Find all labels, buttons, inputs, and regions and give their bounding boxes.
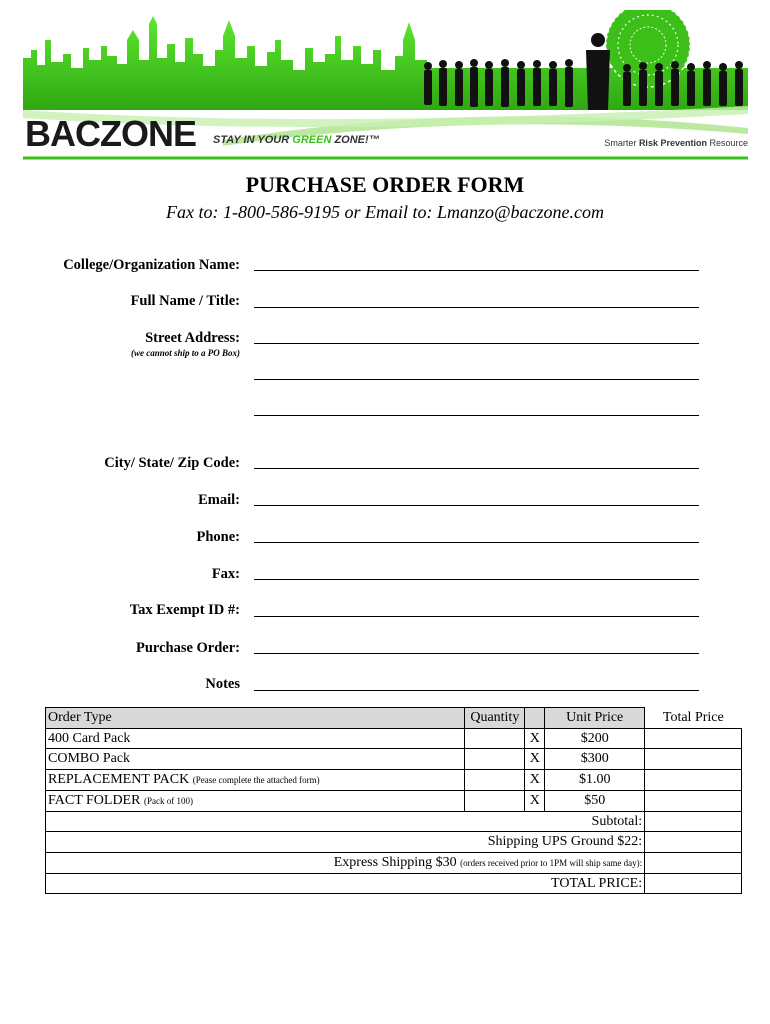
table-header-row bbox=[46, 708, 742, 729]
quantity-input[interactable] bbox=[465, 790, 525, 811]
full-name-label: Full Name / Title: bbox=[130, 293, 240, 309]
street-note: (we cannot ship to a PO Box) bbox=[130, 348, 240, 358]
tagline: Smarter Risk Prevention Resource bbox=[604, 138, 748, 148]
row-price: $300 bbox=[545, 749, 645, 770]
express-shipping-value[interactable] bbox=[645, 852, 742, 873]
header-quantity: Quantity bbox=[465, 708, 525, 729]
quantity-input[interactable] bbox=[465, 728, 525, 749]
college-label: College/Organization Name: bbox=[63, 257, 240, 273]
city-label: City/ State/ Zip Code: bbox=[104, 455, 240, 471]
row-x: X bbox=[525, 769, 545, 790]
table-row bbox=[46, 790, 742, 811]
total-label: TOTAL PRICE: bbox=[46, 873, 645, 894]
subtotal-value[interactable] bbox=[645, 811, 742, 832]
full-name-field[interactable] bbox=[254, 307, 699, 308]
row-total[interactable] bbox=[645, 728, 742, 749]
header-x-spacer bbox=[525, 708, 545, 729]
slogan: STAY IN YOUR GREEN ZONE!™ bbox=[213, 134, 380, 146]
tax-exempt-field[interactable] bbox=[254, 616, 699, 617]
notes-label: Notes bbox=[205, 676, 240, 692]
subtotal-row bbox=[46, 811, 742, 832]
row-note: (Pease complete the attached form) bbox=[192, 774, 320, 785]
row-price: $1.00 bbox=[545, 769, 645, 790]
fax-field[interactable] bbox=[254, 579, 699, 580]
row-total[interactable] bbox=[645, 769, 742, 790]
street-field-2[interactable] bbox=[254, 379, 699, 380]
row-price: $50 bbox=[545, 790, 645, 811]
row-name: 400 Card Pack bbox=[46, 728, 465, 749]
row-name: REPLACEMENT PACK (Pease complete the attached form) bbox=[46, 769, 465, 790]
table-row bbox=[46, 769, 742, 790]
total-value[interactable] bbox=[645, 873, 742, 894]
notes-field[interactable] bbox=[254, 690, 699, 691]
city-field[interactable] bbox=[254, 468, 699, 469]
quantity-input[interactable] bbox=[465, 749, 525, 770]
header-banner bbox=[23, 10, 748, 160]
subtotal-label: Subtotal: bbox=[46, 811, 645, 832]
purchase-order-label: Purchase Order: bbox=[135, 640, 240, 656]
header-total-price: Total Price bbox=[662, 710, 724, 725]
row-name: COMBO Pack bbox=[46, 749, 465, 770]
purchase-order-field[interactable] bbox=[254, 653, 699, 654]
express-note: (orders received prior to 1PM will ship same day): bbox=[460, 857, 643, 868]
street-label: Street Address: bbox=[145, 330, 240, 346]
row-price: $200 bbox=[545, 728, 645, 749]
tax-exempt-label: Tax Exempt ID #: bbox=[129, 602, 240, 618]
row-name: FACT FOLDER (Pack of 100) bbox=[46, 790, 465, 811]
shipping-value[interactable] bbox=[645, 832, 742, 853]
phone-field[interactable] bbox=[254, 542, 699, 543]
express-shipping-label: Express Shipping $30 (orders received prior to 1PM will ship same day): bbox=[46, 852, 645, 873]
street-field-1[interactable] bbox=[254, 343, 699, 344]
order-table bbox=[45, 707, 742, 894]
email-field[interactable] bbox=[254, 505, 699, 506]
contact-subtitle: Fax to: 1-800-586-9195 or Email to: Lmanzo@baczone.com bbox=[165, 202, 604, 222]
table-row bbox=[46, 749, 742, 770]
row-x: X bbox=[525, 790, 545, 811]
street-field-3[interactable] bbox=[254, 415, 699, 416]
row-total[interactable] bbox=[645, 749, 742, 770]
fax-label: Fax: bbox=[211, 566, 240, 582]
total-row bbox=[46, 873, 742, 894]
header-order-type: Order Type bbox=[46, 708, 465, 729]
baczone-logo: BACZONE bbox=[25, 113, 197, 154]
row-x: X bbox=[525, 749, 545, 770]
row-x: X bbox=[525, 728, 545, 749]
table-row bbox=[46, 728, 742, 749]
phone-label: Phone: bbox=[196, 529, 240, 545]
shipping-row bbox=[46, 832, 742, 853]
header-unit-price: Unit Price bbox=[545, 708, 645, 729]
shipping-label: Shipping UPS Ground $22: bbox=[46, 832, 645, 853]
express-shipping-row bbox=[46, 852, 742, 873]
college-field[interactable] bbox=[254, 270, 699, 271]
email-label: Email: bbox=[198, 492, 240, 508]
row-total[interactable] bbox=[645, 790, 742, 811]
quantity-input[interactable] bbox=[465, 769, 525, 790]
page-title: PURCHASE ORDER FORM bbox=[245, 172, 525, 197]
row-note: (Pack of 100) bbox=[143, 795, 193, 806]
